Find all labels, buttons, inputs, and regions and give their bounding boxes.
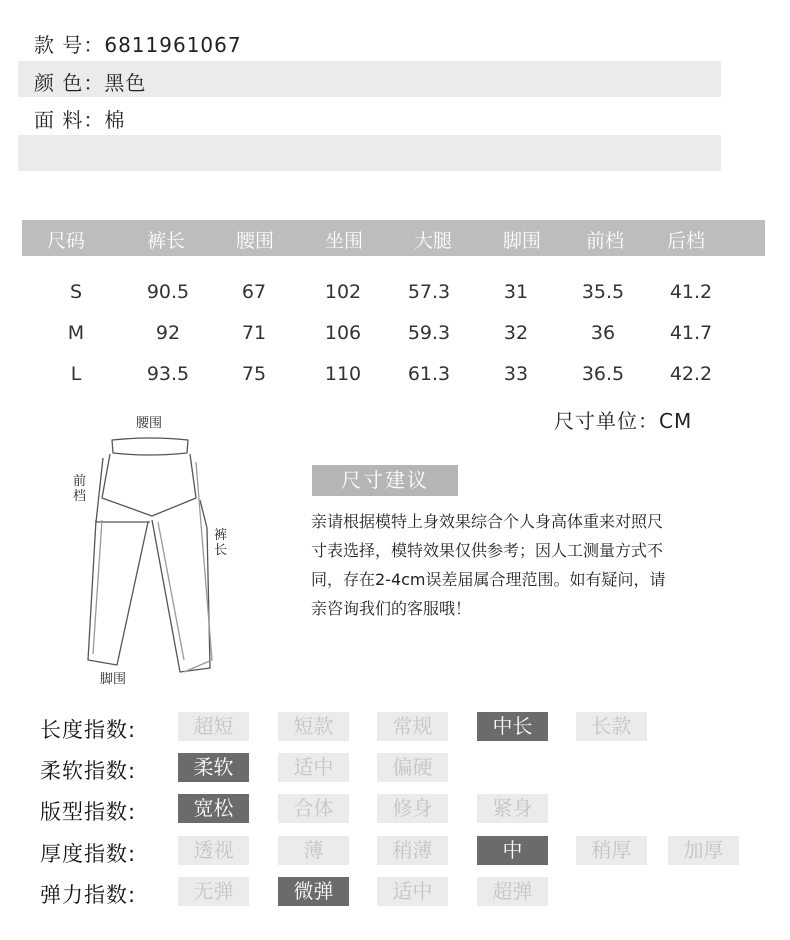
- size-cell: 93.5: [146, 363, 190, 385]
- size-row-m: [22, 320, 765, 350]
- size-cell: L: [70, 363, 82, 385]
- header-cell: 腰围: [235, 230, 274, 252]
- size-cell: 42.2: [669, 363, 713, 385]
- diagram-hem-label: 脚围: [100, 672, 127, 687]
- size-cell: 31: [503, 281, 529, 303]
- color-value: 黑色: [104, 71, 147, 95]
- fabric-value: 棉: [104, 108, 126, 132]
- size-cell: 36.5: [581, 363, 625, 385]
- size-cell: 102: [324, 281, 362, 303]
- info-row-empty: [18, 135, 721, 171]
- elasticity-option: 微弹: [278, 877, 349, 906]
- diagram-length-label: 裤长: [214, 528, 228, 558]
- length-option: 超短: [178, 712, 249, 741]
- diagram-waist-label: 腰围: [136, 416, 163, 431]
- info-label: 款 号：: [34, 33, 105, 57]
- thickness-option: 透视: [178, 836, 249, 865]
- info-label: 颜 色：: [34, 71, 105, 95]
- pants-diagram: [60, 410, 250, 695]
- advice-line: 同，存在2-4cm误差届属合理范围。如有疑问，请: [311, 570, 666, 589]
- softness-index-label: 柔软指数:: [40, 759, 137, 783]
- fit-index-label: 版型指数:: [40, 800, 137, 824]
- size-cell: 110: [324, 363, 362, 385]
- thickness-index-label: 厚度指数:: [40, 842, 137, 866]
- length-index-row: [0, 712, 790, 742]
- size-advice-text: [311, 507, 731, 623]
- size-cell: 71: [241, 322, 267, 344]
- size-cell: 41.2: [669, 281, 713, 303]
- header-cell: 裤长: [146, 230, 185, 252]
- size-cell: 57.3: [407, 281, 451, 303]
- softness-option: 偏硬: [377, 753, 448, 782]
- style-number-value: 6811961067: [104, 33, 242, 57]
- thickness-option: 稍厚: [576, 836, 647, 865]
- fit-index-row: [0, 794, 790, 824]
- header-cell: 尺码: [46, 230, 85, 252]
- elasticity-option: 无弹: [178, 877, 249, 906]
- thickness-option: 加厚: [668, 836, 739, 865]
- advice-line: 亲请根据模特上身效果综合个人身高体重来对照尺: [311, 512, 664, 531]
- size-row-s: [22, 279, 765, 309]
- size-cell: 106: [324, 322, 362, 344]
- size-row-l: [22, 361, 765, 391]
- fit-option: 修身: [377, 794, 448, 823]
- size-cell: 61.3: [407, 363, 451, 385]
- size-cell: 92: [155, 322, 181, 344]
- elasticity-index-label: 弹力指数:: [40, 883, 137, 907]
- softness-option: 柔软: [178, 753, 249, 782]
- header-cell: 大腿: [413, 230, 452, 252]
- length-option: 长款: [576, 712, 647, 741]
- length-option: 常规: [377, 712, 448, 741]
- fit-option: 合体: [278, 794, 349, 823]
- diagram-front-rise-label: 前档: [73, 474, 87, 504]
- size-cell: 32: [503, 322, 529, 344]
- size-cell: S: [69, 281, 83, 303]
- header-cell: 脚围: [502, 230, 541, 252]
- size-cell: 90.5: [146, 281, 190, 303]
- info-row-color: [18, 61, 721, 97]
- elasticity-option: 超弹: [477, 877, 548, 906]
- header-cell: 坐围: [324, 230, 363, 252]
- size-cell: M: [67, 322, 85, 344]
- size-cell: 35.5: [581, 281, 625, 303]
- size-advice-title: 尺寸建议: [312, 465, 458, 496]
- fit-option: 宽松: [178, 794, 249, 823]
- length-option: 中长: [477, 712, 548, 741]
- advice-line: 亲咨询我们的客服哦！: [311, 599, 472, 618]
- header-cell: 后档: [666, 230, 705, 252]
- unit-note: 尺寸单位：CM: [554, 409, 693, 433]
- fit-option: 紧身: [477, 794, 548, 823]
- softness-index-row: [0, 753, 790, 783]
- size-cell: 41.7: [669, 322, 713, 344]
- length-index-label: 长度指数:: [40, 718, 137, 742]
- elasticity-option: 适中: [377, 877, 448, 906]
- advice-line: 寸表选择，模特效果仅供参考；因人工测量方式不: [311, 541, 664, 560]
- size-cell: 36: [590, 322, 616, 344]
- softness-option: 适中: [278, 753, 349, 782]
- size-cell: 67: [241, 281, 267, 303]
- size-cell: 59.3: [407, 322, 451, 344]
- size-table-header: [22, 220, 765, 256]
- thickness-index-row: [0, 836, 790, 866]
- elasticity-index-row: [0, 877, 790, 907]
- thickness-option: 薄: [278, 836, 349, 865]
- header-cell: 前档: [585, 230, 624, 252]
- length-option: 短款: [278, 712, 349, 741]
- thickness-option: 稍薄: [377, 836, 448, 865]
- thickness-option: 中: [477, 836, 548, 865]
- size-cell: 75: [241, 363, 267, 385]
- info-label: 面 料：: [34, 108, 105, 132]
- size-cell: 33: [503, 363, 529, 385]
- info-row-style-number: [18, 23, 721, 59]
- info-row-fabric: [18, 98, 721, 134]
